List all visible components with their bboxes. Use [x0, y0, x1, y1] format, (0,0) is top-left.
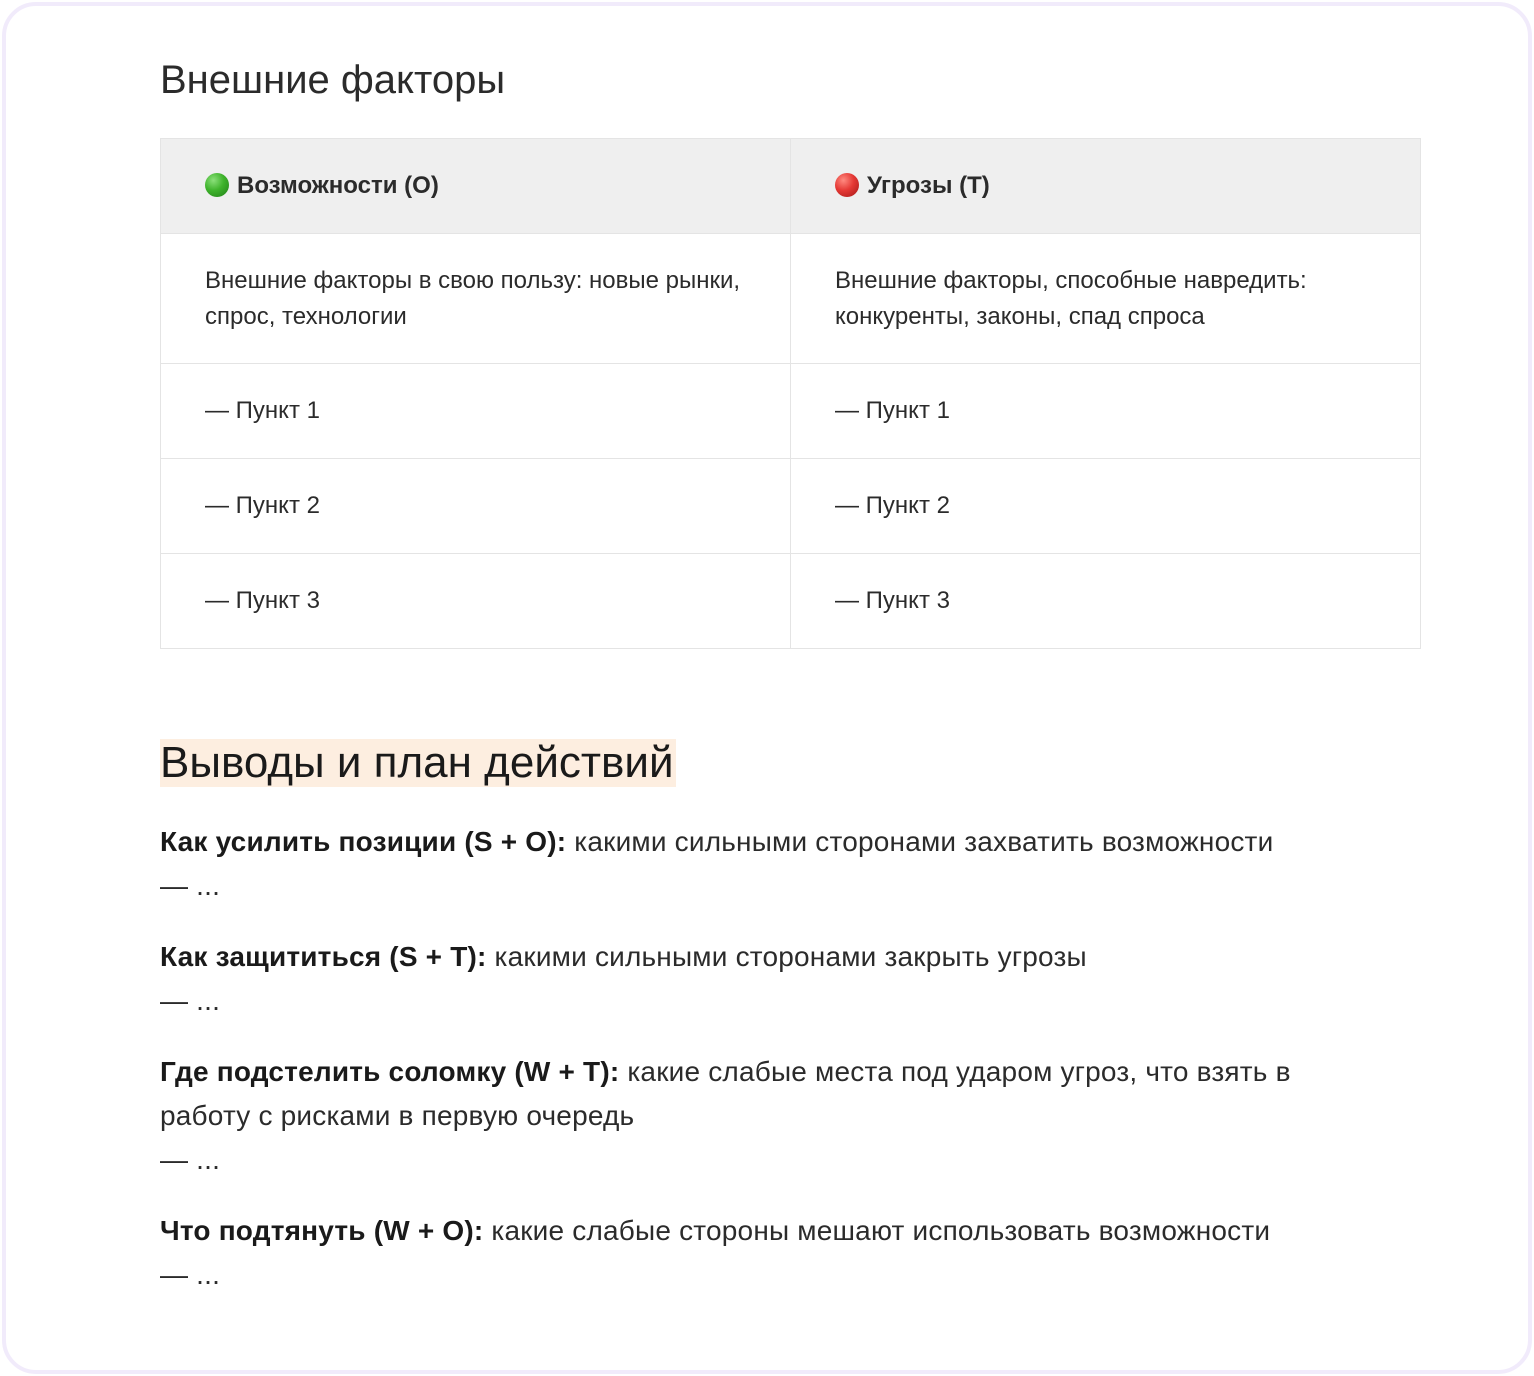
threats-item: — Пункт 1 [791, 364, 1421, 459]
conclusion-answer[interactable]: — ... [160, 1144, 221, 1175]
conclusion-text: какие слабые места под ударом угроз, что взять в работу с рисками в первую очередь [160, 1056, 1291, 1131]
green-circle-icon [205, 173, 229, 197]
conclusion-question [160, 935, 1360, 979]
table-header-row [161, 139, 1421, 234]
conclusion-label: Как усилить позиции (S + O): [160, 826, 567, 857]
opportunities-item: — Пункт 3 [161, 554, 791, 649]
table-row [161, 554, 1421, 649]
conclusion-text: какими сильными сторонами закрыть угрозы [486, 941, 1087, 972]
external-factors-table [160, 138, 1421, 649]
conclusion-label: Что подтянуть (W + O): [160, 1215, 484, 1246]
opportunities-header-label: Возможности (O) [237, 172, 439, 199]
conclusion-block-w-o [160, 1209, 1360, 1297]
section-title-conclusions: Выводы и план действий [160, 738, 674, 787]
threats-item: — Пункт 3 [791, 554, 1421, 649]
conclusion-answer[interactable]: — ... [160, 985, 221, 1016]
threats-description: Внешние факторы, способные навредить: конкуренты, законы, спад спроса [791, 234, 1421, 364]
red-circle-icon [835, 173, 859, 197]
conclusion-question [160, 820, 1360, 864]
conclusion-block-w-t [160, 1050, 1360, 1182]
conclusion-answer[interactable]: — ... [160, 1259, 221, 1290]
conclusion-label: Как защититься (S + T): [160, 941, 487, 972]
conclusion-text: какие слабые стороны мешают использовать возможности [483, 1215, 1271, 1246]
conclusion-answer[interactable]: — ... [160, 870, 221, 901]
opportunities-header [161, 139, 791, 234]
document-card [2, 2, 1532, 1374]
table-row [161, 364, 1421, 459]
table-row [161, 234, 1421, 364]
conclusion-block-s-t [160, 935, 1360, 1023]
opportunities-item: — Пункт 2 [161, 459, 791, 554]
conclusion-question [160, 1209, 1360, 1253]
opportunities-item: — Пункт 1 [161, 364, 791, 459]
section-title-external-factors: Внешние факторы [160, 58, 506, 102]
threats-item: — Пункт 2 [791, 459, 1421, 554]
table-row [161, 459, 1421, 554]
conclusion-text: какими сильными сторонами захватить возможности [566, 826, 1274, 857]
opportunities-description: Внешние факторы в свою пользу: новые рынки, спрос, технологии [161, 234, 791, 364]
conclusion-label: Где подстелить соломку (W + T): [160, 1056, 620, 1087]
threats-header-label: Угрозы (T) [867, 172, 990, 199]
conclusion-question [160, 1050, 1360, 1138]
threats-header [791, 139, 1421, 234]
conclusion-block-s-o [160, 820, 1360, 908]
